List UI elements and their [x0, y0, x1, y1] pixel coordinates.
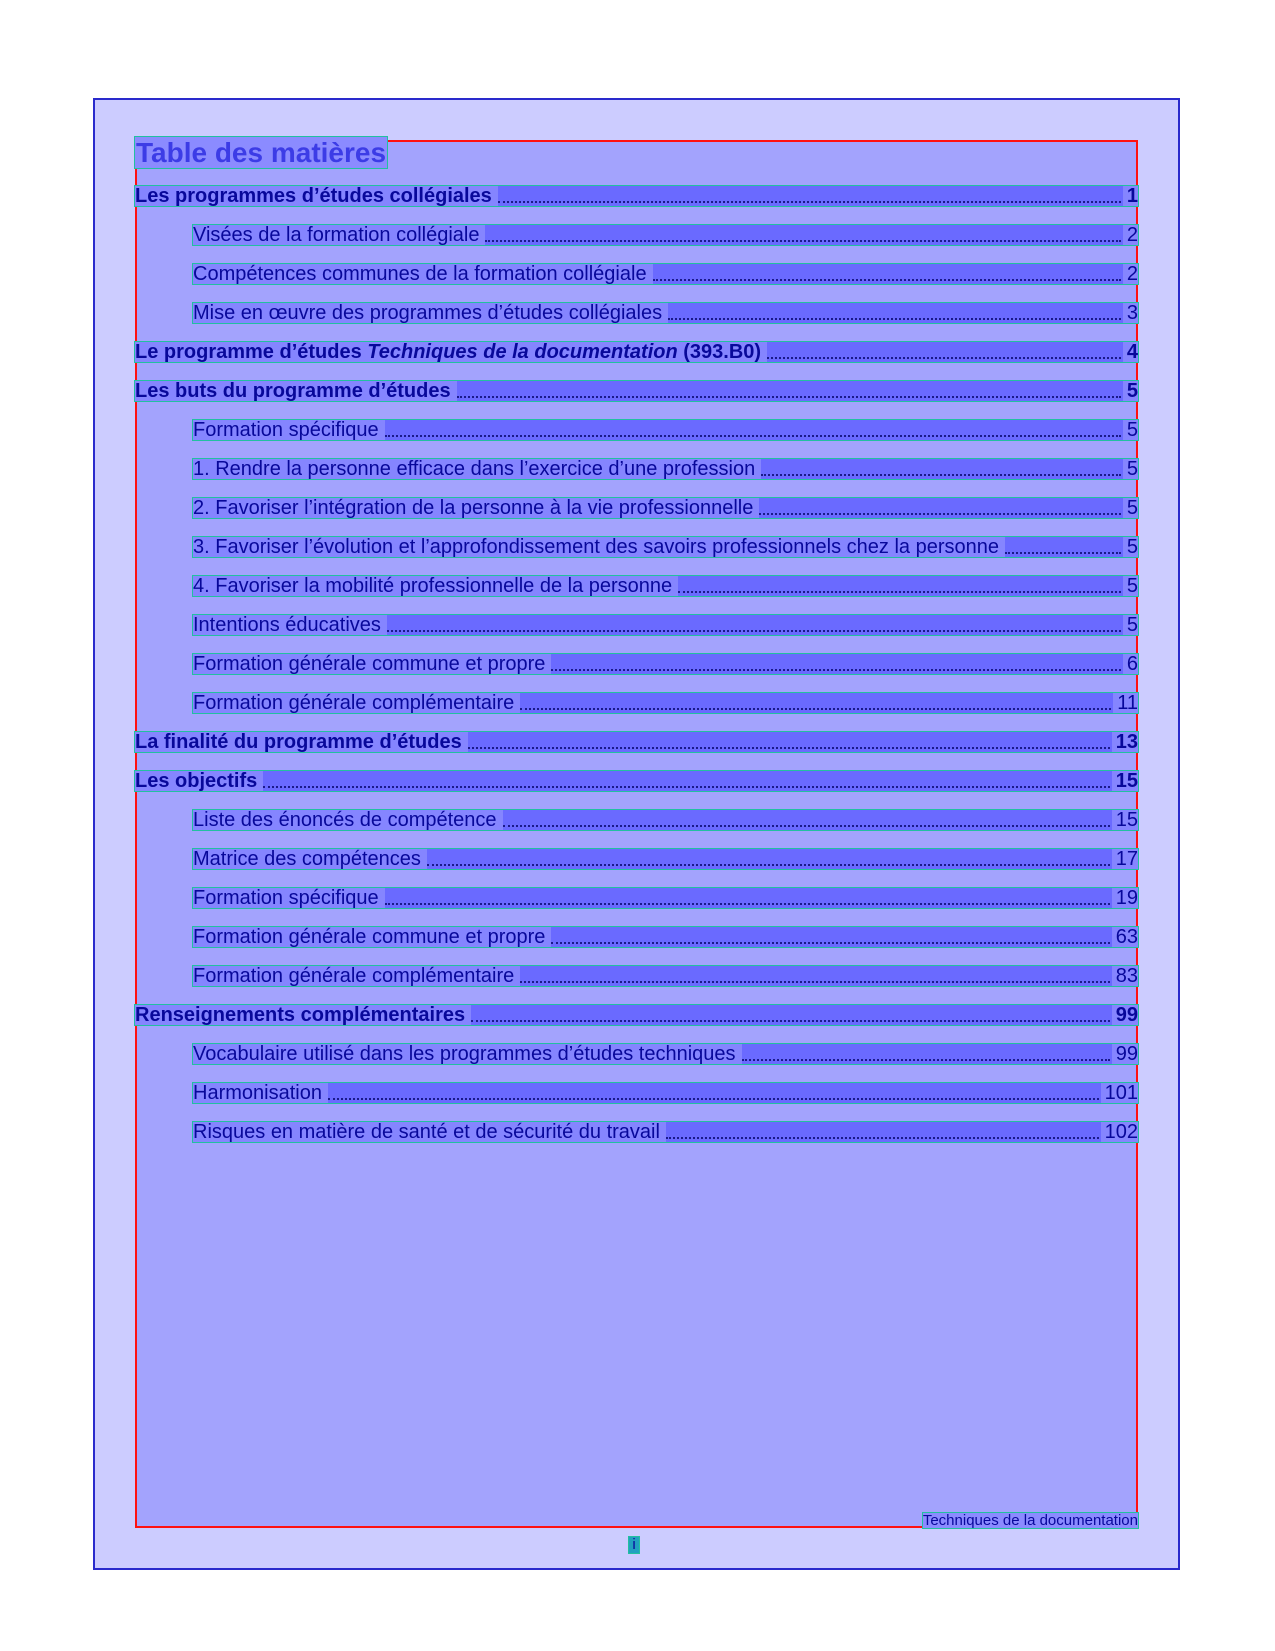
toc-entry[interactable] [135, 1005, 1138, 1025]
footer-document-title: Techniques de la documentation [922, 1512, 1138, 1529]
toc-entry-page: 13 [1112, 732, 1138, 752]
toc-dot-leader [678, 576, 1123, 596]
toc-entry[interactable] [193, 966, 1138, 986]
toc-entry-page: 4 [1123, 342, 1138, 362]
toc-entry[interactable] [193, 537, 1138, 557]
toc-entry[interactable] [135, 186, 1138, 206]
toc-entry-page: 6 [1123, 654, 1138, 674]
toc-entry[interactable] [193, 264, 1138, 284]
toc-dot-leader [668, 303, 1123, 323]
toc-entry-label: Formation générale complémentaire [193, 966, 520, 986]
toc-entry[interactable] [135, 732, 1138, 752]
toc-dot-leader [263, 771, 1111, 791]
toc-entry[interactable] [193, 849, 1138, 869]
toc-entry-label: 4. Favoriser la mobilité professionnelle de la personne [193, 576, 678, 596]
toc-entry-page: 5 [1123, 459, 1138, 479]
toc-entry-label: Formation générale commune et propre [193, 654, 551, 674]
toc-entry-page: 3 [1123, 303, 1138, 323]
toc-entry-label: 1. Rendre la personne efficace dans l’exercice d’une profession [193, 459, 761, 479]
toc-entry-label: 3. Favoriser l’évolution et l’approfondissement des savoirs professionnels chez la personne [193, 537, 1005, 557]
toc-entry-label: Compétences communes de la formation collégiale [193, 264, 653, 284]
toc-entry-label: Les objectifs [135, 771, 263, 791]
toc-entry-label: Renseignements complémentaires [135, 1005, 471, 1025]
toc-entry-page: 5 [1123, 381, 1138, 401]
toc-entry[interactable] [193, 1122, 1138, 1142]
toc-entry-label: Visées de la formation collégiale [193, 225, 485, 245]
toc-entry-page: 5 [1123, 420, 1138, 440]
toc-entry-label [135, 342, 767, 362]
toc-dot-leader [471, 1005, 1112, 1025]
toc-entry-label-suffix: (393.B0) [677, 342, 762, 362]
toc-dot-leader [387, 615, 1123, 635]
toc-entry[interactable] [193, 303, 1138, 323]
toc-entry[interactable] [193, 1083, 1138, 1103]
toc-dot-leader [457, 381, 1123, 401]
program-name: Techniques de la documentation [367, 342, 678, 362]
toc-entry[interactable] [193, 654, 1138, 674]
toc-entry-label: Vocabulaire utilisé dans les programmes d’études techniques [193, 1044, 742, 1064]
toc-entry-page: 19 [1112, 888, 1138, 908]
toc-entry-label: Les programmes d’études collégiales [135, 186, 498, 206]
toc-dot-leader [520, 693, 1113, 713]
toc-entry-label: Intentions éducatives [193, 615, 387, 635]
toc-entry-label: Formation spécifique [193, 888, 385, 908]
toc-entry-page: 101 [1101, 1083, 1138, 1103]
toc-dot-leader [653, 264, 1123, 284]
toc-dot-leader [551, 654, 1122, 674]
toc-entry-page: 15 [1112, 810, 1138, 830]
toc-dot-leader [328, 1083, 1101, 1103]
toc-entry-label: Harmonisation [193, 1083, 328, 1103]
toc-dot-leader [520, 966, 1111, 986]
toc-entry-page: 99 [1112, 1005, 1138, 1025]
toc-dot-leader [427, 849, 1112, 869]
toc-entry-label: Formation générale commune et propre [193, 927, 551, 947]
toc-entry-label: Risques en matière de santé et de sécurité du travail [193, 1122, 666, 1142]
toc-entry[interactable] [193, 927, 1138, 947]
toc-entry-label: Liste des énoncés de compétence [193, 810, 503, 830]
toc-entry[interactable] [193, 459, 1138, 479]
toc-entry-label: La finalité du programme d’études [135, 732, 468, 752]
toc-entry[interactable] [193, 576, 1138, 596]
toc-dot-leader [742, 1044, 1112, 1064]
toc-entry-page: 2 [1123, 264, 1138, 284]
toc-dot-leader [485, 225, 1122, 245]
toc-entry[interactable] [193, 498, 1138, 518]
toc-dot-leader [759, 498, 1123, 518]
toc-entry-page: 99 [1112, 1044, 1138, 1064]
toc-entry-label: 2. Favoriser l’intégration de la personne à la vie professionnelle [193, 498, 759, 518]
toc-dot-leader [503, 810, 1112, 830]
toc-entry[interactable] [193, 888, 1138, 908]
toc-entry-page: 5 [1123, 615, 1138, 635]
toc-dot-leader [761, 459, 1123, 479]
toc-entry-label: Les buts du programme d’études [135, 381, 457, 401]
toc-dot-leader [385, 888, 1112, 908]
toc-dot-leader [498, 186, 1123, 206]
toc-entry-label: Matrice des compétences [193, 849, 427, 869]
toc-entry-label: Mise en œuvre des programmes d’études collégiales [193, 303, 668, 323]
toc-dot-leader [1005, 537, 1123, 557]
toc-entry[interactable] [193, 810, 1138, 830]
toc-entry-page: 63 [1112, 927, 1138, 947]
toc-entry-page: 2 [1123, 225, 1138, 245]
toc-dot-leader [468, 732, 1112, 752]
toc-entry[interactable] [135, 381, 1138, 401]
toc-entry[interactable] [193, 420, 1138, 440]
toc-entry[interactable] [135, 771, 1138, 791]
toc-entry-page: 15 [1112, 771, 1138, 791]
toc-entry-page: 102 [1101, 1122, 1138, 1142]
toc-entry[interactable] [193, 693, 1138, 713]
toc-entry-page: 5 [1123, 498, 1138, 518]
toc-dot-leader [385, 420, 1123, 440]
toc-dot-leader [666, 1122, 1101, 1142]
toc-entry-page: 5 [1123, 537, 1138, 557]
toc-entry[interactable] [193, 1044, 1138, 1064]
toc-entry-page: 1 [1123, 186, 1138, 206]
toc-entry[interactable] [135, 342, 1138, 362]
toc-entry[interactable] [193, 615, 1138, 635]
toc-entry-page: 11 [1113, 693, 1138, 713]
toc-entry-label: Formation générale complémentaire [193, 693, 520, 713]
toc-dot-leader [551, 927, 1111, 947]
toc-entry-label: Formation spécifique [193, 420, 385, 440]
toc-entry-label-prefix: Le programme d’études [135, 342, 368, 362]
toc-dot-leader [767, 342, 1123, 362]
toc-entry[interactable] [193, 225, 1138, 245]
toc-entry-page: 17 [1112, 849, 1138, 869]
toc-entry-page: 5 [1123, 576, 1138, 596]
toc-entry-page: 83 [1112, 966, 1138, 986]
toc-title: Table des matières [136, 137, 387, 168]
page-number: i [629, 1537, 639, 1553]
